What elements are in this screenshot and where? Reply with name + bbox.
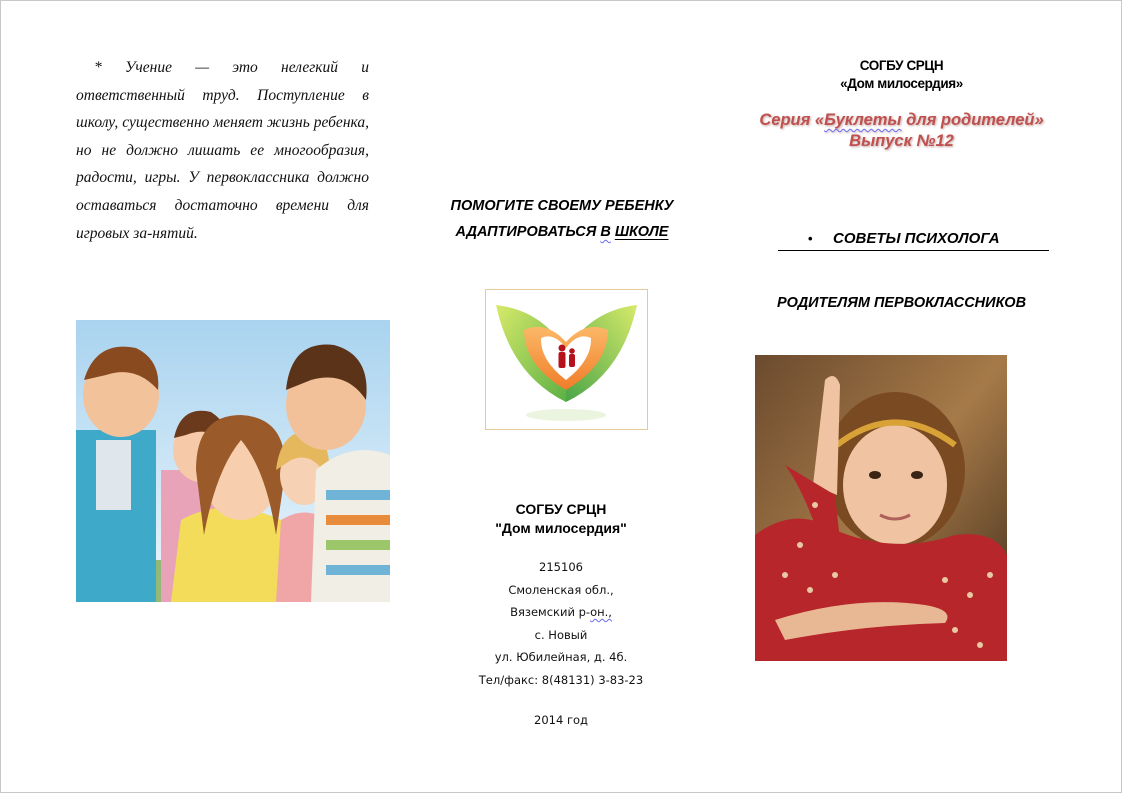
contact-address: [430, 556, 692, 691]
title-word-school: ШКОЛЕ: [614, 224, 669, 240]
intro-paragraph: * Учение — это нелегкий и ответственный труд. Поступление в школу, существенно меняет жизнь ребенка, но не должно лишать ее многообразия, радости, игры. У первоклассника должно оставаться достаточно времени для игровых за-нятий.: [76, 59, 369, 242]
advice-heading-text: СОВЕТЫ ПСИХОЛОГА: [833, 230, 1000, 247]
address-phone: Тел/факс: 8(48131) 3-83-23: [478, 672, 644, 687]
children-group-photo: [76, 320, 390, 602]
address-district-a: Вяземский р-: [510, 605, 591, 619]
publication-year: 2014 год: [534, 713, 588, 727]
middle-org-line2: "Дом милосердия": [495, 520, 627, 536]
advice-heading: [778, 228, 1049, 251]
address-street: ул. Юбилейная, д. 4б.: [494, 650, 628, 664]
address-district: [430, 601, 692, 624]
bullet-icon: •: [808, 231, 813, 246]
series-line: [755, 110, 1048, 131]
main-title-line1: ПОМОГИТЕ СВОЕМУ РЕБЕНКУ: [450, 198, 674, 214]
main-title: [412, 193, 712, 245]
center-logo: [485, 289, 648, 430]
cover-org-line1: СОГБУ СРЦН: [859, 58, 944, 73]
title-word-in: В: [600, 224, 611, 240]
title-word-adapt: АДАПТИРОВАТЬСЯ: [455, 224, 597, 240]
address-district-b: он.,: [590, 605, 612, 619]
heart-logo-icon: [486, 290, 647, 429]
address-village: с. Новый: [534, 627, 588, 642]
address-region: Смоленская обл.,: [508, 582, 614, 597]
main-title-line2: [412, 219, 712, 245]
series-b: Буклеты: [824, 111, 902, 129]
cover-org-name: [760, 57, 1043, 93]
audience-heading: РОДИТЕЛЯМ ПЕРВОКЛАССНИКОВ: [776, 295, 1027, 311]
cover-org-line2: «Дом милосердия»: [840, 76, 963, 91]
series-title: [755, 110, 1048, 152]
girl-raising-hand-photo: [755, 355, 1007, 661]
series-a: Серия «: [759, 111, 825, 129]
middle-org-name: [430, 500, 692, 538]
address-zip: 215106: [539, 560, 583, 574]
series-issue: Выпуск №12: [849, 132, 954, 150]
middle-org-line1: СОГБУ СРЦН: [515, 501, 607, 517]
series-c: для родителей»: [906, 111, 1044, 129]
